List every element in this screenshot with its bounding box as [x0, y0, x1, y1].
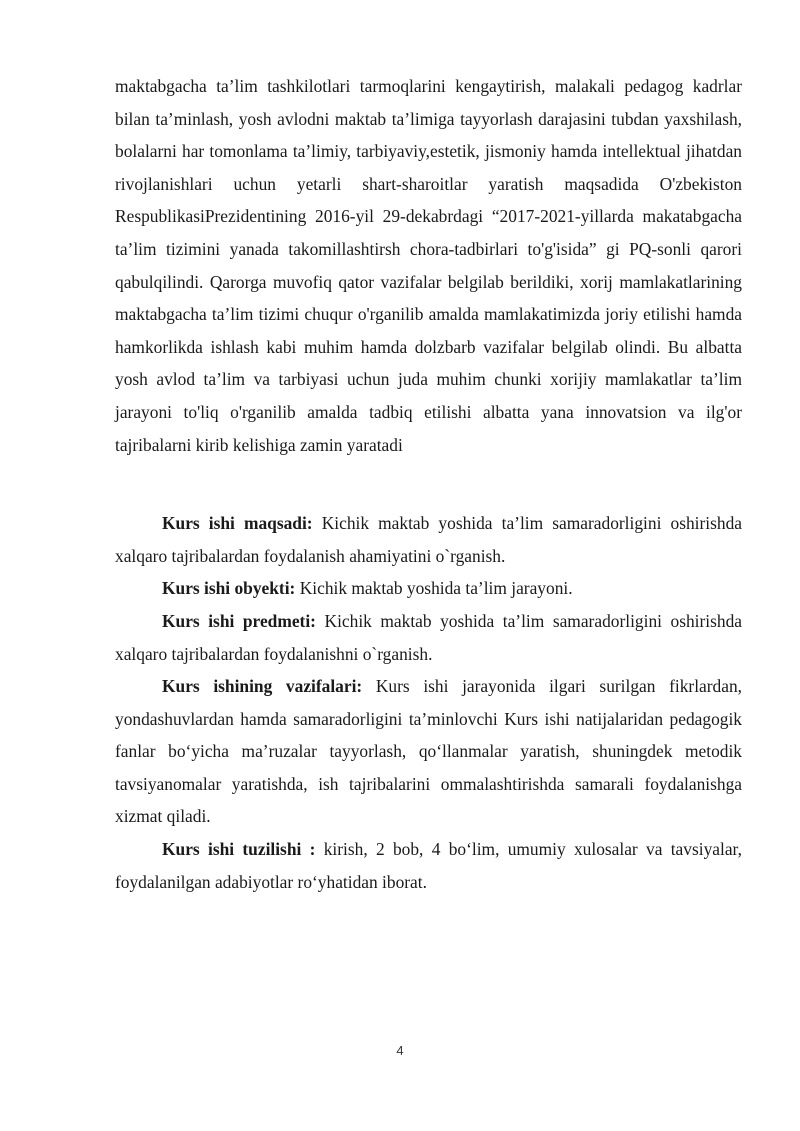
course-object-paragraph — [115, 572, 742, 605]
course-goal-paragraph — [115, 507, 742, 572]
course-goal-label: Kurs ishi maqsadi: — [162, 513, 313, 534]
course-structure-text: kirish, 2 bob, 4 bo‘lim, umumiy xulosalar va tavsiyalar, foydalanilgan adabiyotlar ro‘yhatidan iborat. — [115, 839, 742, 892]
intro-paragraph: maktabgacha ta’lim tashkilotlari tarmoqlarini kengaytirish, malakali pedagog kadrlar bilan ta’minlash, yosh avlodni maktab ta’limiga tayyorlash darajasini tubdan yaxshilash, bolalarni har tomonlama ta’limiy, tarbiyaviy,estetik, jismoniy hamda intellektual jihatdan rivojlanishlari uchun yetarli shart-sharoitlar yaratish maqsadida O'zbekiston RespublikasiPrezidentining 2016-yil 29-dekabrdagi “2017-2021-yillarda makatabgacha ta’lim tizimini yanada takomillashtirsh chora-tadbirlari to'g'isida” gi PQ-sonli qarori qabulqilindi. Qarorga muvofiq qator vazifalar belgilab berildiki, xorij mamlakatlarining maktabgacha ta’lim tizimi chuqur o'rganilib amalda mamlakatimizda joriy etilishi hamda hamkorlikda ishlash kabi muhim hamda dolzbarb vazifalar belgilab olindi. Bu albatta yosh avlod ta’lim va tarbiyasi uchun juda muhim chunki xorijiy mamlakatlar ta’lim jarayoni to'liq o'rganilib amalda tadbiq etilishi albatta yana innovatsion va ilg'or tajribalarni kirib kelishiga zamin yaratadi — [115, 76, 742, 455]
document-page — [115, 70, 742, 898]
course-tasks-text: Kurs ishi jarayonida ilgari surilgan fikrlardan, yondashuvlardan hamda samaradorligini ta’minlovchi Kurs ishi natijalaridan pedagogik fanlar bo‘yicha ma’ruzalar tayyorlash, qo‘llanmalar yaratish, shuningdek metodik tavsiyanomalar yaratishda, ish tajribalarini ommalashtirishda samarali foydalanishga xizmat qiladi. — [115, 676, 742, 827]
course-structure-paragraph — [115, 833, 742, 898]
page-number: 4 — [396, 1043, 404, 1058]
course-subject-label: Kurs ishi predmeti: — [162, 610, 316, 631]
course-structure-label: Kurs ishi tuzilishi : — [162, 839, 316, 860]
course-object-label: Kurs ishi obyekti: — [162, 578, 296, 599]
course-tasks-label: Kurs ishining vazifalari: — [162, 676, 363, 697]
course-object-text: Kichik maktab yoshida ta’lim jarayoni. — [295, 578, 573, 599]
course-subject-text: Kichik maktab yoshida ta’lim samaradorligini oshirishda xalqaro tajribalardan foydalanishni o`rganish. — [115, 610, 742, 664]
course-tasks-paragraph — [115, 670, 742, 833]
course-subject-paragraph — [115, 605, 742, 670]
course-goal-text: Kichik maktab yoshida ta’lim samaradorligini oshirishda xalqaro tajribalardan foydalanish ahamiyatini o`rganish. — [115, 513, 742, 566]
